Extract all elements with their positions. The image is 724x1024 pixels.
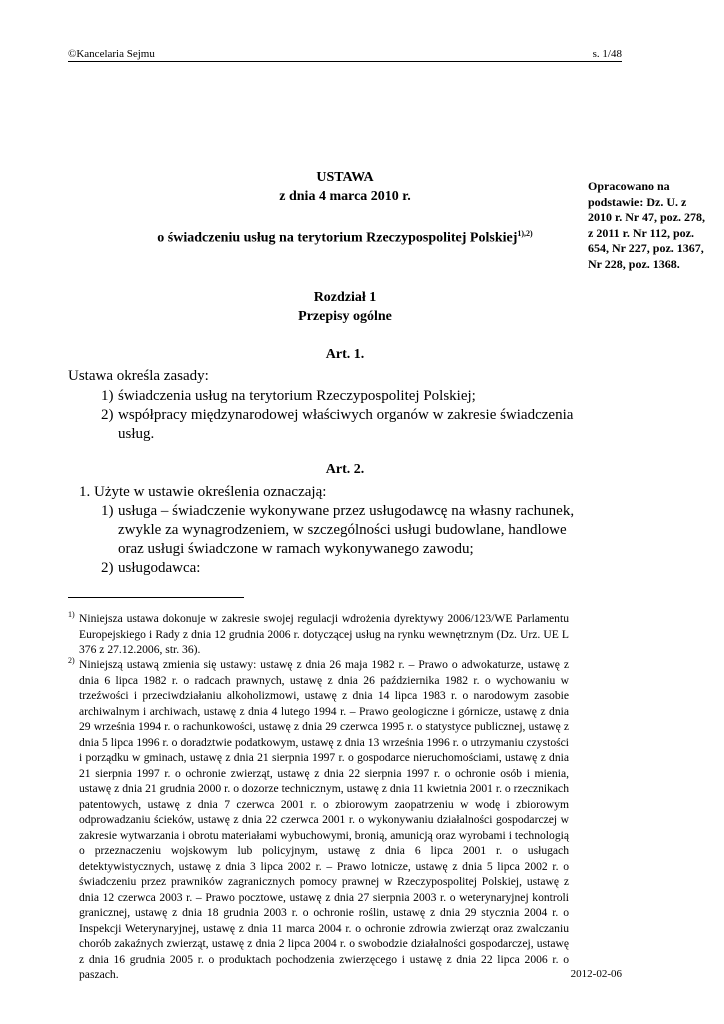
act-title [68, 229, 622, 247]
art2-item1-line2: zwykle za wynagrodzeniem, w szczególności usługi budowlane, handlowe [118, 522, 567, 538]
art1-item2-line1: współpracy międzynarodowej właściwych organów w zakresie świadczenia [118, 407, 574, 423]
act-title-footnote-ref: 1),2) [517, 229, 533, 238]
header-source: ©Kancelaria Sejmu [68, 48, 155, 60]
art1-item2-number: 2) [101, 407, 114, 423]
footnote1-mark: 1) [68, 610, 75, 619]
act-type: USTAWA [316, 170, 374, 185]
art1-item1-number: 1) [101, 388, 114, 404]
footnote2-mark: 2) [68, 656, 75, 665]
page-number: s. 1/48 [592, 48, 622, 60]
act-date: z dnia 4 marca 2010 r. [279, 189, 411, 204]
art1-intro: Ustawa określa zasady: [68, 368, 209, 384]
art2-item2: usługodawca: [118, 560, 201, 576]
art1-heading: Art. 1. [325, 347, 365, 362]
footnote1-text: Niniejsza ustawa dokonuje w zakresie swojej regulacji wdrożenia dyrektywy 2006/123/WE Parlamentu Europejskiego i Rady z dnia 12 grudnia 2006 r. dotyczącej usług na rynku wewnętrznym (Dz. Urz. UE L 376 z 27.12.2006, str. 36). [79, 612, 569, 656]
art1-item2-line2: usług. [118, 426, 155, 442]
art2-item2-number: 2) [101, 560, 114, 576]
art2-item1-line3: oraz usługi świadczone w ramach wykonywanego zawodu; [118, 541, 474, 557]
side-note: Opracowano na podstawie: Dz. U. z 2010 r. Nr 47, poz. 278, z 2011 r. Nr 112, poz. 654, Nr 227, poz. 1367, Nr 228, poz. 1368. [588, 179, 705, 271]
art2-heading: Art. 2. [325, 462, 365, 477]
footnote-separator [68, 597, 244, 598]
footer-date: 2012-02-06 [570, 968, 622, 980]
chapter-number: Rozdział 1 [313, 290, 377, 305]
chapter-name: Przepisy ogólne [298, 309, 392, 324]
footnote2-text: Niniejszą ustawą zmienia się ustawy: ustawę z dnia 26 maja 1982 r. – Prawo o adwokaturze, ustawę z dnia 6 lipca 1982 r. o radcach prawnych, ustawę z dnia 26 października 1982 r. o wychowaniu w trzeźwości i przeciwdziałaniu alkoholizmowi, ustawę z dnia 14 lipca 1983 r. o narodowym zasobie archiwalnym i archiwach, ustawę z dnia 4 lutego 1994 r. – Prawo geologiczne i górnicze, ustawę z dnia 29 września 1994 r. o rachunkowości, ustawę z dnia 29 czerwca 1995 r. o statystyce publicznej, ustawę z dnia 5 lipca 1996 r. o doradztwie podatkowym, ustawę z dnia 13 września 1996 r. o utrzymaniu czystości i porządku w gminach, ustawę z dnia 21 sierpnia 1997 r. o gospodarce nieruchomościami, ustawę z dnia 21 sierpnia 1997 r. o ochronie zwierząt, ustawę z dnia 22 sierpnia 1997 r. o ochronie osób i mienia, ustawę z dnia 21 grudnia 2000 r. o dozorze technicznym, ustawę z dnia 11 kwietnia 2001 r. o rzecznikach patentowych, ustawę z dnia 7 czerwca 2001 r. o zbiorowym zaopatrzeniu w wodę i zbiorowym odprowadzaniu ścieków, ustawę z dnia 22 czerwca 2001 r. o wykonywaniu działalności gospodarczej w zakresie wytwarzania i obrotu materiałami wybuchowymi, bronią, amunicją oraz wyrobami i technologią o przeznaczeniu wojskowym lub policyjnym, ustawę z dnia 6 lipca 2001 r. o usługach detektywistycznych, ustawę z dnia 3 lipca 2002 r. – Prawo lotnicze, ustawę z dnia 5 lipca 2002 r. o świadczeniu przez prawników zagranicznych pomocy prawnej w Rzeczypospolitej Polskiej, ustawę z dnia 12 czerwca 2003 r. – Prawo pocztowe, ustawę z dnia 27 sierpnia 2003 r. o weterynaryjnej kontroli granicznej, ustawę z dnia 18 grudnia 2003 r. o ochronie roślin, ustawę z dnia 29 stycznia 2004 r. o Inspekcji Weterynaryjnej, ustawę z dnia 11 marca 2004 r. o ochronie zdrowia zwierząt oraz zwalczaniu chorób zakaźnych zwierząt, ustawę z dnia 2 lipca 2004 r. o swobodzie działalności gospodarczej, ustawę z dnia 16 grudnia 2005 r. o produktach pochodzenia zwierzęcego i ustawę z dnia 22 lipca 2006 r. o paszach. [79, 658, 569, 981]
art2-item1-number: 1) [101, 503, 114, 519]
header-rule [68, 61, 622, 62]
art2-item1-line1: usługa – świadczenie wykonywane przez usługodawcę na własny rachunek, [118, 503, 575, 519]
act-title-text: o świadczeniu usług na terytorium Rzeczypospolitej Polskiej [157, 230, 518, 246]
art2-intro: 1. Użyte w ustawie określenia oznaczają: [79, 484, 327, 500]
art1-item1: świadczenia usług na terytorium Rzeczypospolitej Polskiej; [118, 388, 476, 404]
